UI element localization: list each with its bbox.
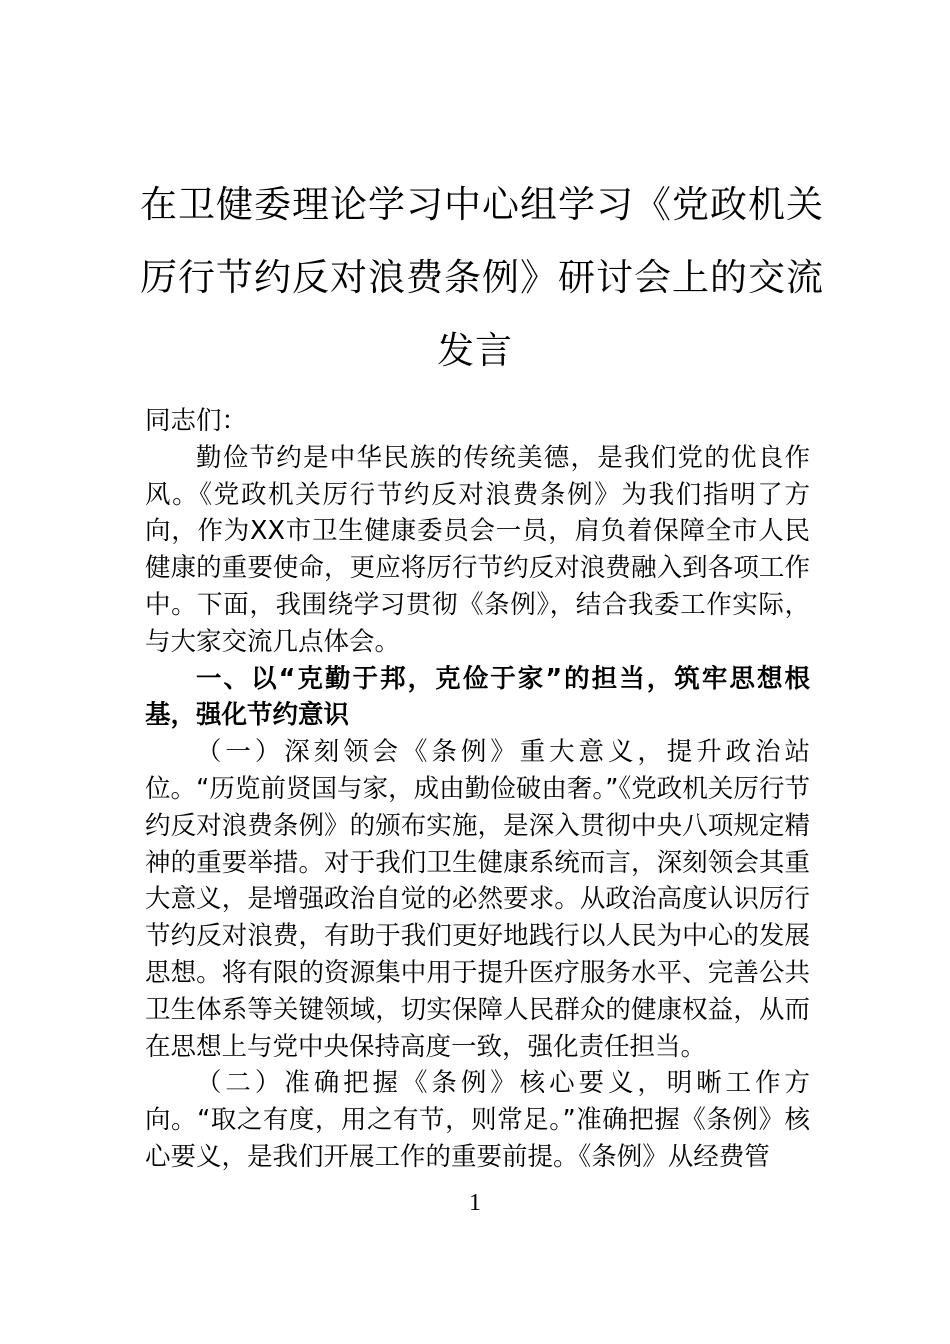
paragraph-subsection-2: （二）准确把握《条例》核心要义，明晰工作方向。“取之有度，用之有节，则常足。”准确把握《条例》核心要义，是我们开展工作的重要前提。《条例》从经费管 bbox=[145, 1068, 810, 1172]
title-line-3: 发言 bbox=[437, 329, 513, 372]
document-title bbox=[140, 168, 824, 387]
section-heading-1: 一、以“克勤于邦，克俭于家”的担当，筑牢思想根基，强化节约意识 bbox=[145, 663, 810, 731]
title-line-2: 厉行节约反对浪费条例》研讨会上的交流 bbox=[140, 256, 824, 299]
paragraph-subsection-1: （一）深刻领会《条例》重大意义，提升政治站位。“历览前贤国与家，成由勤俭破由奢。”《党政机关厉行节约反对浪费条例》的颁布实施，是深入贯彻中央八项规定精神的重要举措。对于我们卫生健康系统而言，深刻领会其重大意义，是增强政治自觉的必然要求。从政治高度认识厉行节约反对浪费，有助于我们更好地践行以人民为中心的发展思想。将有限的资源集中用于提升医疗服务水平、完善公共卫生体系等关键领域，切实保障人民群众的健康权益，从而在思想上与党中央保持高度一致，强化责任担当。 bbox=[145, 737, 810, 1062]
salutation: 同志们： bbox=[145, 406, 248, 436]
page-number: 1 bbox=[469, 1190, 481, 1216]
paragraph-intro: 勤俭节约是中华民族的传统美德，是我们党的优良作风。《党政机关厉行节约反对浪费条例》为我们指明了方向，作为XX市卫生健康委员会一员，肩负着保障全市人民健康的重要使命，更应将厉行节约反对浪费融入到各项工作中。下面，我围绕学习贯彻《条例》，结合我委工作实际，与大家交流几点体会。 bbox=[145, 442, 810, 657]
document-body bbox=[145, 403, 810, 1176]
title-line-1: 在卫健委理论学习中心组学习《党政机关 bbox=[140, 183, 824, 226]
